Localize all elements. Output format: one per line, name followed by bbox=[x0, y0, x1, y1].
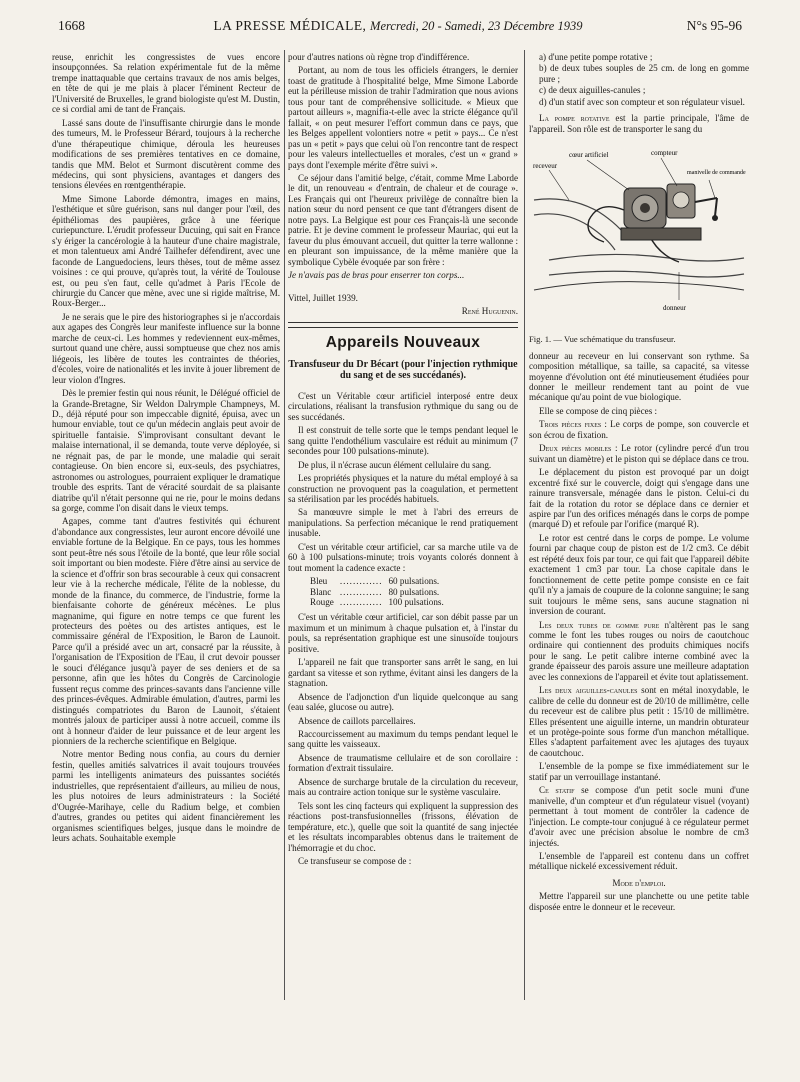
paragraph: Portant, au nom de tous les officiels étrangers, le dernier toast de gratitude à l'hospitalité belge, Mme Simone Laborde eut la périlleuse mission de trahir l'admiration que nous avions tous pour tant de compréhensive sollicitude. « Mieux que partout ailleurs », magnifia-t-elle avec la stricte élégance qu'il fallait, « on peut mesurer l'effort commun dans ce pays, que les Belges appellent volontiers notre « petit » pays... Ce n'est pas un « petit » pays que celui où l'on rencontre tant de respect pour les valeurs intellectuelles et morales, c'est un « grand » pays dont l'exemple mérite d'être suivi ». bbox=[288, 65, 518, 170]
lead-in: La pompe rotative bbox=[539, 113, 610, 124]
paragraph: Raccourcissement au maximum du temps pendant lequel le sang quitte les vaisseaux. bbox=[288, 729, 518, 750]
quote: Je n'avais pas de bras pour enserrer ton corps... bbox=[288, 270, 465, 281]
paragraph: L'appareil ne fait que transporter sans arrêt le sang, en lui gardant sa vitesse et son rythme, évitant ainsi les dangers de la stagnation. bbox=[288, 657, 518, 689]
list-item: d) d'un statif avec son compteur et son régulateur visuel. bbox=[539, 96, 745, 107]
table-row: Blanc ............. 80 pulsations. bbox=[310, 587, 450, 597]
page-number: 1668 bbox=[58, 18, 85, 33]
table-row: Rouge ............. 100 pulsations. bbox=[310, 597, 450, 607]
fig-label-donor: donneur bbox=[663, 304, 686, 313]
paragraph: La pompe rotative est la partie principale, l'âme de l'appareil. Son rôle est de transporter le sang du bbox=[529, 113, 749, 134]
paragraph: Tels sont les cinq facteurs qui expliquent la suppression des réactions post-transfusionnelles (frissons, élévation de température, etc.), quelle que soit la quantité de sang injectée et les résultats incomparables obtenus dans le traitement de l'hémorragie et du choc. bbox=[288, 800, 518, 853]
paragraph: C'est un véritable cœur artificiel, car son débit passe par un maximum et un minimum à chaque pulsation et, à l'instar du pouls, sa représentation graphique est une sinusoïde toujours positive. bbox=[288, 612, 518, 654]
paragraph: Mme Simone Laborde démontra, images en mains, l'esthétique et sûre guérison, sans nul danger pour l'œil, des épithéliomas des paupières, grâce à une féerique curiepuncture. L'érudit professeur Ducuing, qui sait en France s'y ériger la cancérologie à la hauteur d'une chaire magistrale, et mon talentueux ami André Tailhefer défendirent, avec une faconde de Languedociens, leurs thèses, tout de même assez voisines : ce qui prouve, qu'après tout, la vérité de Toulouse est, ou peu s'en faut, celle qu'admet à Paris l'Ecole de chirurgie du Cancer que mène, avec une si rigide maîtrise, M. Roux-Berger... bbox=[52, 193, 280, 309]
paragraph: Absence de traumatisme cellulaire et de son corollaire : formation d'extrait tissulaire. bbox=[288, 752, 518, 774]
fig-label-counter: compteur bbox=[651, 149, 678, 158]
lead-in: Les deux aiguilles-canules bbox=[539, 685, 638, 696]
paragraph: L'ensemble de la pompe se fixe immédiatement sur le statif par un verrouillage instantané. bbox=[529, 761, 749, 782]
list-item: b) de deux tubes souples de 25 cm. de long en gomme pure ; bbox=[539, 63, 749, 84]
list-item: c) de deux aiguilles-canules ; bbox=[539, 85, 646, 96]
divider bbox=[288, 322, 518, 323]
table-cell: Rouge bbox=[310, 597, 334, 608]
paragraph: Ce statif se compose d'un petit socle muni d'une manivelle, d'un compteur et d'un régulateur visuel (voyant) permettant à tout moment de contrôler la cadence de l'injection. Le compte-tour conjugué à ce régulateur permet d'avoir avec une précision absolue le nombre de cm3 injectés. bbox=[529, 785, 749, 848]
paragraph: Il est construit de telle sorte que le temps pendant lequel le sang quitte l'endothélium vasculaire est réduit au minimum (7 secondes pour 100 pulsations-minute). bbox=[288, 425, 518, 457]
paragraph: Ce séjour dans l'amitié belge, c'était, comme Mme Laborde le dit, un renouveau « d'entrain, de chaleur et de courage ». Les Français qui ont l'heureux privilège de connaître bien la nation sœur du nord pensent ce que tant d'étrangers disent de notre pays. La Belgique est pour ces Français-là une seconde patrie. Et je devine comment le professeur Mauriac, qui eut la faveur du plus émouvant accueil, dut quitter la terre wallonne : en pleurant son impuissance, de la même manière que la symbolique Cybèle évoquée par son frère : bbox=[288, 172, 518, 267]
column-2 bbox=[288, 52, 518, 1052]
figure-caption: Fig. 1. — Vue schématique du transfuseur. bbox=[529, 334, 676, 345]
paragraph: Les deux aiguilles-canules sont en métal inoxydable, le calibre de celle du donneur est de 20/10 de millimètre, celle du receveur est de calibre plus petit : 15/10 de millimètre. Elles présentent une aiguille interne, un mandrin obturateur et un protège-pointe sous forme d'un manchon métallique. Elles s'adaptent parfaitement avec les ajutages des tuyaux de caoutchouc. bbox=[529, 685, 749, 758]
column-rule-2 bbox=[524, 50, 525, 1000]
divider bbox=[288, 327, 518, 328]
paragraph: donneur au receveur en lui conservant son rythme. Sa composition métallique, sa taille, sa capacité, sa vitesse moyenne d'évolution ont été minutieusement étudiées pour donner le meilleur rendement tant au point de vue mécanique qu'au point de vue biologique. bbox=[529, 350, 749, 403]
paragraph: L'ensemble de l'appareil est contenu dans un coffret métallique nickelé excessivement réduit. bbox=[529, 851, 749, 872]
paragraph: Trois pièces fixes : Le corps de pompe, son couvercle et son écrou de fixation. bbox=[529, 419, 749, 440]
paragraph: Les deux tubes de gomme pure n'altèrent pas le sang comme le font les tubes rouges ou noirs de caoutchouc ordinaire qui contiennent des produits chimiques nocifs pour le sang. Le petit calibre interne combiné avec la grande épaisseur des parois assure une meilleure adaptation avec les connexions de l'appareil et évite tout aplatissement. bbox=[529, 619, 749, 682]
article-title: Transfuseur du Dr Bécart (pour l'injection rythmique du sang et de ses succédanés). bbox=[288, 358, 518, 382]
paragraph: Deux pièces mobiles : Le rotor (cylindre percé d'un trou suivant un diamètre) et le piston qui se déplace dans ce trou. bbox=[529, 443, 749, 464]
component-list bbox=[529, 52, 749, 107]
paragraph: Le déplacement du piston est provoqué par un doigt excentré fixé sur le couvercle, doigt qui s'engage dans une rainure transversale, ménagée dans le piston. Celui-ci du fait de la rotation du rotor se déplace dans ce dernier et aspire par l'un des orifices ménagés dans le corps de pompe (marqué D) et refoule par l'orifice (marqué R). bbox=[529, 467, 749, 530]
transfuser-illustration bbox=[529, 140, 749, 330]
pulse-table bbox=[310, 576, 450, 607]
issue-date: Mercredi, 20 - Samedi, 23 Décembre 1939 bbox=[370, 19, 583, 33]
fig-label-crank: manivelle de commande bbox=[687, 170, 746, 177]
signature-name: René Huguenin. bbox=[461, 305, 518, 316]
paragraph: Les propriétés physiques et la nature du métal employé à sa construction ne provoquent pas la coagulation, et permettent sa stérilisation par les procédés habituels. bbox=[288, 473, 518, 504]
section-title: Appareils Nouveaux bbox=[325, 334, 481, 352]
journal-name: LA PRESSE MÉDICALE, bbox=[213, 18, 367, 33]
lead-in: Les deux tubes de gomme pure bbox=[539, 619, 660, 630]
table-cell: 60 pulsations. bbox=[388, 576, 440, 587]
signature-place: Vittel, Juillet 1939. bbox=[288, 292, 358, 303]
paragraph: Dès le premier festin qui nous réunit, le Délégué officiel de la Grande-Bretagne, Sir Weldon Dalrymple Champneys, M. D., déjà réputé pour son impeccable dignité, épuisa, avec un humour enviable, tout ce qu'un médecin anglais peut avoir de spirituelle fantaisie. S'improvisant consultant devant le malaise international, il se demanda, toute verve déployée, si ne régnait pas, de par le monde, une maladie qui serait contagieuse. On bien encore si, eux-seuls, des psychiatres, astronomes ou astrologues, pourraient expliquer le dramatique trouble des esprits. Tant de véracité sourdait de sa plaisante diatribe qu'il n'était personne qui ne rie, pour le moins dedans sa gorge, comme l'on disait dans le vieux temps. bbox=[52, 388, 280, 514]
paragraph: De plus, il n'écrase aucun élément cellulaire du sang. bbox=[298, 459, 492, 470]
paragraph: Elle se compose de cinq pièces : bbox=[539, 405, 658, 416]
paragraph: Absence de l'adjonction d'un liquide quelconque au sang (eau salée, glucose ou autre). bbox=[288, 691, 518, 713]
paragraph: pour d'autres nations où règne trop d'indifférence. bbox=[288, 52, 470, 62]
paragraph: Agapes, comme tant d'autres festivités qui échurent d'abondance aux congressistes, leur auront encore dévoilé une enviable fortune de la Belgique. En ce pays, tous les hommes sont peut-être nés sous l'étoile de la bonté, que leur rôle social soit important ou bien modeste. Fière d'être ainsi au service de la science et d'offrir son bras secourable à ceux qui consacrent leur vie à la recherche médicale, l'élite de la noblesse, du monde de la finance, du commerce, de l'industrie, forme la bienfaisante cohorte de généreux mécènes. Le plus magnanime, qui figure en notre temps ce que furent les protecteurs des poètes ou des artistes antiques, est le commissaire général de l'Exposition, le Baron de Launoit. Parce qu'il a présidé avec un art, consacré par la réussite, à l'organisation de l'Exposition de l'Eau, il crut devoir pousser le souci d'élégance jusqu'à payer de ses deniers et de sa personne, afin que les hôtes du Congrès de Carcinologie fussent reçus comme des princes-savants dans l'ancienne ville des princes-évêques. Admirable émulation, d'autres, parmi les distingués compatriotes du Baron de Launoit, s'étaient montrés jaloux de participer aussi à notre accueil, comme ils ont à honneur d'aider de leur puissance et de leur argent les pionniers de la recherche scientifique en Belgique. bbox=[52, 516, 280, 746]
paragraph: Absence de caillots parcellaires. bbox=[298, 715, 416, 726]
paragraph: Ce transfuseur se compose de : bbox=[298, 856, 412, 866]
lead-in: Ce statif bbox=[539, 785, 575, 796]
column-3 bbox=[529, 52, 749, 1052]
figure-transfuser bbox=[529, 140, 749, 330]
issue-number: N°s 95-96 bbox=[686, 18, 742, 33]
table-cell: 100 pulsations. bbox=[388, 597, 444, 608]
table-cell: Blanc bbox=[310, 586, 332, 597]
paragraph: Absence de surcharge brutale de la circulation du receveur, mais au contraire action tonique sur le système vasculaire. bbox=[288, 776, 518, 798]
fig-label-heart: cœur artificiel bbox=[569, 151, 609, 160]
paragraph: Notre mentor Beding nous confia, au cours du dernier festin, quelles amitiés salvatrices il avait toujours trouvées parmi les intelligents animateurs des puissantes sociétés industrielles, que représentaient d'ailleurs, au milieu de nous, les plus notoires de leurs administrateurs : la Société d'Ougrée-Marihaye, celle du Radium belge, et combien d'autres, grandes ou petites qui aident financièrement les organismes scientifiques belges, jusque dans le moindre de leurs achats. Souhaitable exemple bbox=[52, 749, 280, 844]
journal-title bbox=[178, 18, 618, 34]
paragraph: Le rotor est centré dans le corps de pompe. Le volume fourni par chaque coup de piston est de 1/2 cm3. Ce débit est répété deux fois par tour, ce qui fait que l'appareil débite exactement 1 cm3 par tour. La chose capitale dans le fonctionnement de cette petite pompe consiste en ce fait qu'il n'y a jamais de coupure de la colonne sanguine; le sang suit toujours le même sens, sans aucune stagnation ni inversion de courant. bbox=[529, 532, 749, 617]
column-1 bbox=[52, 52, 280, 1052]
fig-label-recipient: receveur bbox=[533, 162, 558, 171]
column-rule-1 bbox=[284, 50, 285, 1000]
paragraph: Lassé sans doute de l'insuffisante chirurgie dans le monde des tumeurs, M. le Professeur Bérard, toujours à la recherche d'une thérapeutique chimique, déroula les heureuses modifications de ses premières tentatives en ce domaine, tandis que MM. Belot et Surmont discutèrent comme des médecins, qui sont physiciens, avantages et dangers des tensions élevées en rœntgenthérapie. bbox=[52, 117, 280, 191]
lead-in: Trois pièces fixes : bbox=[539, 419, 607, 430]
list-item: a) d'une petite pompe rotative ; bbox=[539, 52, 653, 62]
table-cell: 80 pulsations. bbox=[388, 586, 440, 597]
paragraph: reuse, enrichit les congressistes de vues encore insoupçonnées. Sa relation expérimentale fut de la même trempe inattaquable que certains travaux de nos amis belges, en tête de qui je me plais à placer l'éminent Recteur de l'Université de Bruxelles, le grand biologiste qu'est M. Dustin, ce si cordial ami de tant de Français. bbox=[52, 52, 280, 115]
paragraph: Mettre l'appareil sur une planchette ou une petite table disposée entre le donneur et le receveur. bbox=[529, 891, 749, 912]
paragraph: Sa manœuvre simple le met à l'abri des erreurs de manipulations. Sa perfection mécanique le rend pratiquement inusable. bbox=[288, 507, 518, 539]
table-row: Bleu ............. 60 pulsations. bbox=[310, 576, 450, 586]
paragraph: Je ne serais que le pire des historiographes si je n'accordais aux agapes des Congrès leur manifeste influence sur la bonne marche de ceux-ci. Les hommes y redeviennent eux-mêmes, surtout quand une chère, aussi somptueuse que chez nos amis liégeois, les libère de toutes les contraintes de théories, d'écoles, voire de nationalités et les invite à jouer librement de leur violon d'Ingres. bbox=[52, 311, 280, 385]
paragraph: C'est un véritable cœur artificiel, car sa marche utile va de 60 à 100 pulsations-minute; trois voyants colorés donnent à tout moment la cadence exacte : bbox=[288, 541, 518, 573]
running-header bbox=[58, 18, 742, 36]
table-cell: Bleu bbox=[310, 576, 328, 587]
lead-in: Deux pièces mobiles : bbox=[539, 443, 618, 454]
subsection-title: Mode d'emploi. bbox=[612, 877, 666, 888]
paragraph: C'est un Véritable cœur artificiel interposé entre deux circulations, réalisant la transfusion rythmique du sang ou de ses succédanés. bbox=[288, 390, 518, 422]
